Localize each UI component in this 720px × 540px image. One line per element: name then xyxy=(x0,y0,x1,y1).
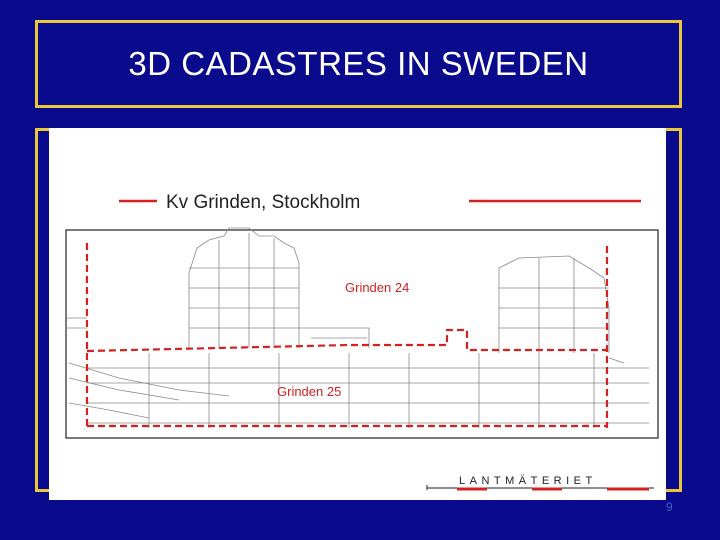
boundary-between xyxy=(87,330,607,351)
cadastre-drawing xyxy=(49,128,666,500)
page-number: 9 xyxy=(666,500,673,514)
section-border xyxy=(66,230,658,438)
drawing-panel xyxy=(49,128,666,500)
property-boundaries xyxy=(87,243,607,428)
drawing-heading: Kv Grinden, Stockholm xyxy=(166,192,361,213)
label-grinden-24: Grinden 24 xyxy=(345,280,410,295)
label-grinden-25: Grinden 25 xyxy=(277,384,342,399)
slide-title: 3D CADASTRES IN SWEDEN xyxy=(128,45,589,82)
title-box xyxy=(35,20,682,108)
building-sketch xyxy=(66,228,649,428)
logo-text: LANTMÄTERIET xyxy=(459,475,597,487)
